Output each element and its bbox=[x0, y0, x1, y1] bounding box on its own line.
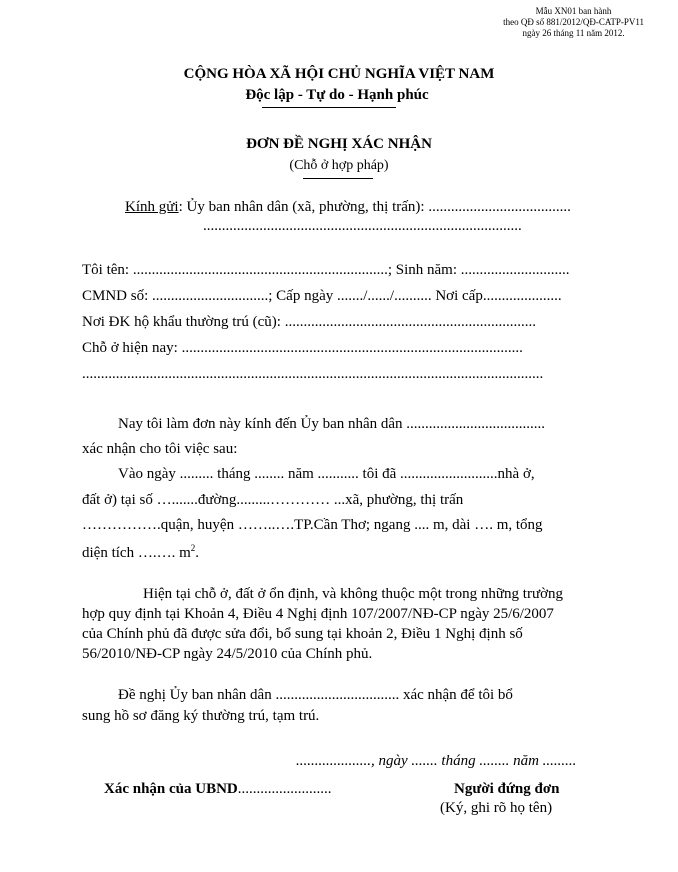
recipient-text: : Ủy ban nhân dân (xã, phường, thị trấn): ...................................... bbox=[178, 199, 571, 215]
area-period: . bbox=[195, 545, 199, 561]
recipient-line2: ..................................................................................... bbox=[203, 218, 522, 234]
request-line3: Vào ngày ......... tháng ........ năm ........... tôi đã ..........................nhà ở, bbox=[118, 466, 535, 482]
form-note-line3: ngày 26 tháng 11 năm 2012. bbox=[522, 28, 625, 38]
applicant-name-line: Tôi tên: ....................................................................; Sinh năm: ............................. bbox=[82, 262, 570, 278]
proposal-line1: Đề nghị Ủy ban nhân dân ................................. xác nhận để tôi bổ bbox=[118, 687, 513, 703]
applicant-registration-line: Nơi ĐK hộ khẩu thường trú (cũ): ................................................................... bbox=[82, 314, 536, 330]
request-line5: …………….quận, huyện ……..….TP.Cần Thơ; ngang .... m, dài …. m, tổng bbox=[82, 517, 543, 533]
statement-line2: hợp quy định tại Khoản 4, Điều 4 Nghị định 107/2007/NĐ-CP ngày 25/6/2007 bbox=[82, 606, 554, 622]
ubnd-confirmation bbox=[104, 781, 332, 798]
statement-line3: của Chính phủ đã được sửa đổi, bổ sung tại khoản 2, Điều 1 Nghị định số bbox=[82, 626, 523, 642]
ubnd-label: Xác nhận của UBND bbox=[104, 781, 238, 797]
applicant-signature-label: Người đứng đơn bbox=[454, 781, 560, 797]
ubnd-dots: ......................... bbox=[237, 781, 332, 797]
form-note-line2: theo QĐ số 881/2012/QĐ-CATP-PV11 bbox=[503, 17, 644, 27]
form-note bbox=[503, 6, 644, 39]
country-name: CỘNG HÒA XÃ HỘI CHỦ NGHĨA VIỆT NAM bbox=[183, 66, 495, 82]
area-exponent: 2 bbox=[190, 543, 196, 553]
proposal-line2: sung hồ sơ đăng ký thường trú, tạm trú. bbox=[82, 708, 320, 724]
motto-underline bbox=[262, 107, 396, 108]
signature-date-line: ...................., ngày ....... tháng ........ năm ......... bbox=[296, 753, 577, 769]
applicant-id-line: CMND số: ...............................; Cấp ngày ......./....../.......... Nơi cấp..................... bbox=[82, 288, 562, 304]
national-motto: Độc lập - Tự do - Hạnh phúc bbox=[245, 87, 429, 103]
applicant-residence-line: Chỗ ở hiện nay: ........................................................................................... bbox=[82, 340, 523, 356]
request-line2: xác nhận cho tôi việc sau: bbox=[82, 441, 238, 457]
applicant-residence-line2: ........................................................................................................................... bbox=[82, 366, 544, 382]
request-line6 bbox=[82, 543, 199, 562]
area-text: diện tích ….…. m bbox=[82, 545, 191, 561]
subtitle-underline bbox=[303, 178, 373, 179]
recipient-line bbox=[125, 199, 571, 216]
document-subtitle: (Chỗ ở hợp pháp) bbox=[289, 158, 389, 173]
document-title: ĐƠN ĐỀ NGHỊ XÁC NHẬN bbox=[246, 136, 432, 152]
statement-line4: 56/2010/NĐ-CP ngày 24/5/2010 của Chính phủ. bbox=[82, 646, 373, 662]
recipient-label: Kính gửi bbox=[125, 199, 179, 215]
request-line1: Nay tôi làm đơn này kính đến Ủy ban nhân dân ..................................... bbox=[118, 416, 546, 432]
request-line4: đất ở) tại số ….......đường.........………… ...xã, phường, thị trấn bbox=[82, 492, 464, 508]
applicant-signature-note: (Ký, ghi rõ họ tên) bbox=[440, 800, 553, 816]
form-note-line1: Mẫu XN01 ban hành bbox=[535, 6, 612, 16]
statement-line1: Hiện tại chỗ ở, đất ở ổn định, và không thuộc một trong những trường bbox=[143, 586, 563, 602]
